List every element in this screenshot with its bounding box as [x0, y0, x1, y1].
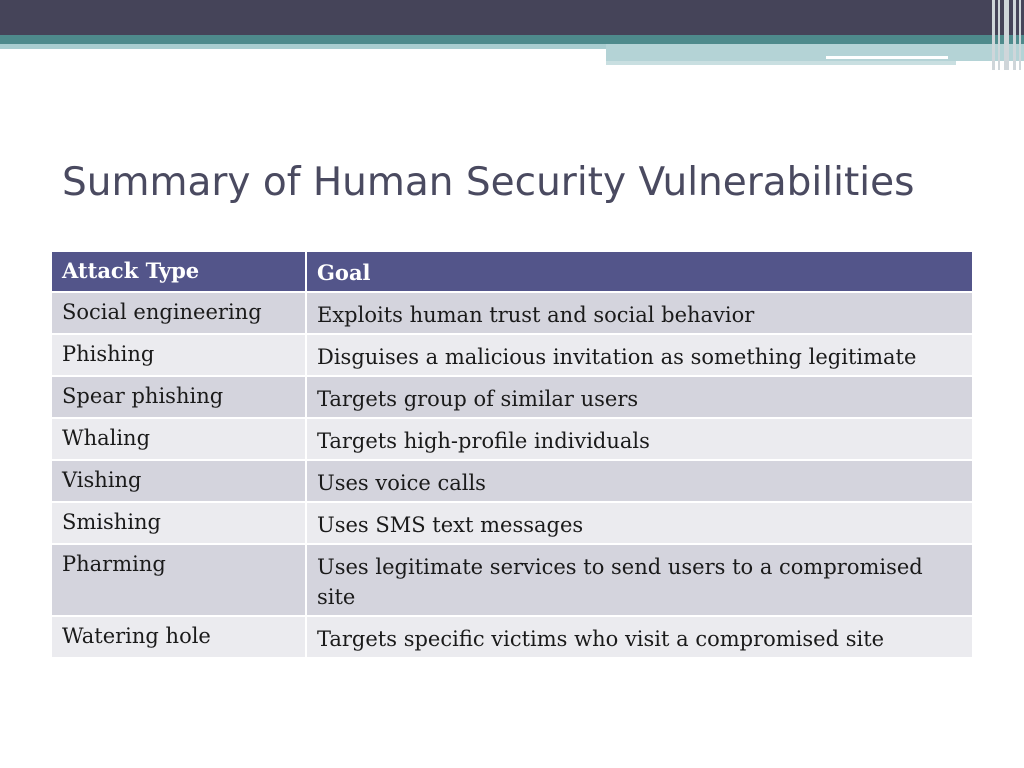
slide-title: Summary of Human Security Vulnerabilities: [62, 160, 915, 205]
header-band-line: [606, 61, 956, 65]
goal-cell: Targets specific victims who visit a compromised site: [307, 617, 972, 659]
table-row: [52, 545, 972, 617]
goal-cell: Uses voice calls: [307, 461, 972, 503]
header-vertical-bars: [990, 0, 1024, 70]
table-header-row: [52, 252, 972, 293]
attack-type-cell: Whaling: [52, 419, 307, 461]
goal-cell: Uses SMS text messages: [307, 503, 972, 545]
goal-cell: Disguises a malicious invitation as something legitimate: [307, 335, 972, 377]
header-band-step: [606, 44, 1024, 61]
column-header-attack-type: Attack Type: [52, 252, 307, 293]
attack-type-cell: Spear phishing: [52, 377, 307, 419]
header-band-highlight: [826, 56, 948, 59]
header-band-light: [0, 44, 606, 49]
table-row: [52, 419, 972, 461]
header-band-dark: [0, 0, 1024, 35]
attack-type-cell: Smishing: [52, 503, 307, 545]
vulnerabilities-table: [52, 252, 972, 659]
attack-type-cell: Pharming: [52, 545, 307, 617]
goal-cell: Targets group of similar users: [307, 377, 972, 419]
attack-type-cell: Watering hole: [52, 617, 307, 659]
table-row: [52, 461, 972, 503]
attack-type-cell: Phishing: [52, 335, 307, 377]
attack-type-cell: Vishing: [52, 461, 307, 503]
table-row: [52, 377, 972, 419]
table-row: [52, 335, 972, 377]
goal-cell: Targets high-profile individuals: [307, 419, 972, 461]
table-row: [52, 293, 972, 335]
header-band-teal: [0, 35, 1024, 44]
table-row: [52, 503, 972, 545]
goal-cell: Uses legitimate services to send users to a compromised site: [307, 545, 972, 617]
table-row: [52, 617, 972, 659]
attack-type-cell: Social engineering: [52, 293, 307, 335]
goal-cell: Exploits human trust and social behavior: [307, 293, 972, 335]
column-header-goal: Goal: [307, 252, 972, 293]
